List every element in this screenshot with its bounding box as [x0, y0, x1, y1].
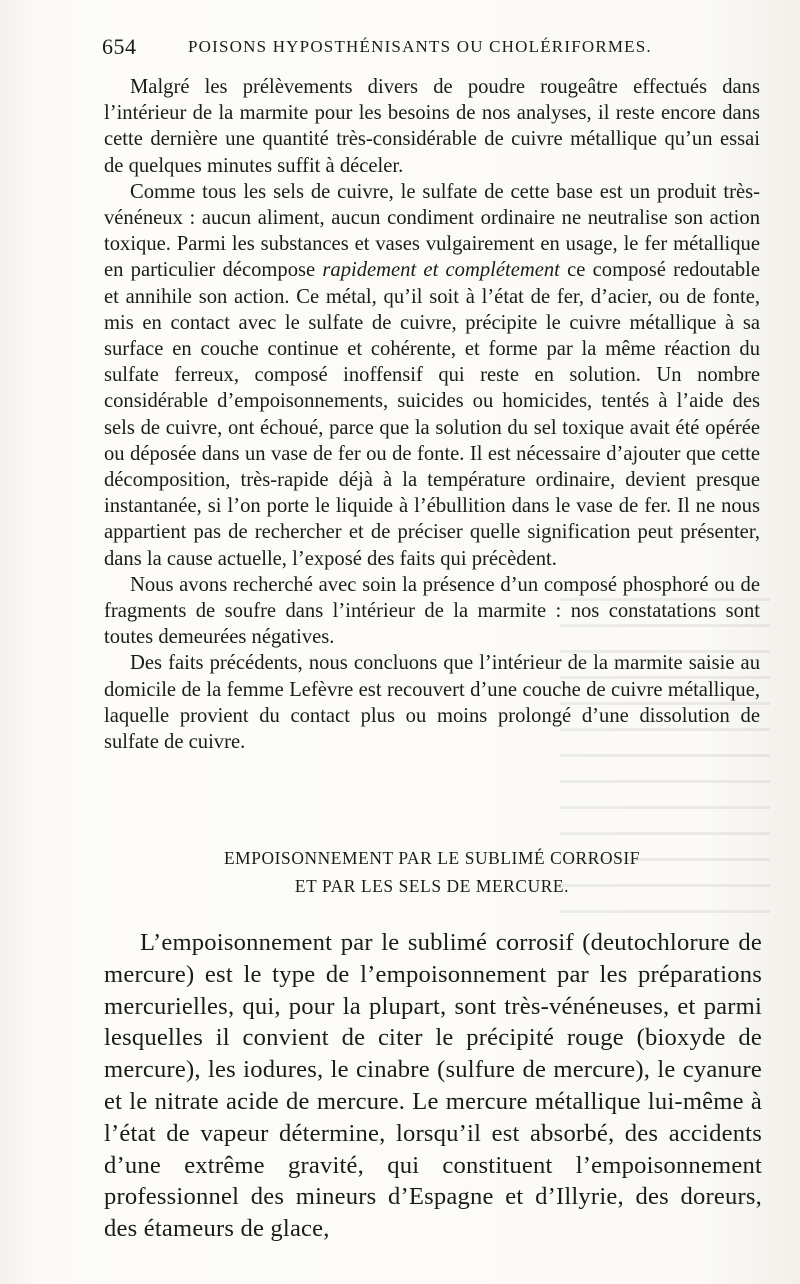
body-text — [104, 74, 760, 755]
paragraph-2-italic: rapidement et complétement — [322, 259, 560, 282]
paragraph-2 — [104, 179, 760, 572]
section-body — [104, 927, 762, 1245]
paragraph-2-text: Comme tous les sels de cuivre, le sulfate de cette base est un produit très-vénéneux : aucun aliment, aucun condiment ordinaire ne neutralise son action toxique. Parmi les substances et vases vulgairement en usage, le fer métallique en particulier décompose — [104, 180, 760, 282]
paragraph-1: Malgré les prélèvements divers de poudre rougeâtre effectués dans l’intérieur de la marmite pour les besoins de nos analyses, il reste encore dans cette dernière une quantité très-considérable de cuivre métallique qu’un essai de quelques minutes suffit à déceler. — [104, 76, 760, 177]
paragraph-2-text-cont: ce composé redoutable et annihile son action. Ce métal, qu’il soit à l’état de fer, d’acier, ou de fonte, mis en contact avec le sulfate de cuivre, précipite le cuivre métallique à sa surface en couche continue et cohérente, et forme par la même réaction du sulfate ferreux, composé inoffensif qui reste en solution. Un nombre considérable d’empoisonnements, suicides ou homicides, tentés à l’aide des sels de cuivre, ont échoué, parce que la solution du sel toxique avait été opérée ou déposée dans un vase de fer ou de fonte. Il est nécessaire d’ajouter que cette décomposition, très-rapide déjà à la température ordinaire, devient presque instantanée, si l’on porte le liquide à l’ébullition dans le vase de fer. Il ne nous appartient pas de rechercher et de préciser quelle signification peut présenter, dans la cause actuelle, l’exposé des faits qui précèdent. — [104, 259, 760, 570]
paragraph-3: Nous avons recherché avec soin la présence d’un composé phosphoré ou de fragments de soufre dans l’intérieur de la marmite : nos constatations sont toutes demeurées négatives. — [104, 573, 760, 649]
paragraph-4: Des faits précédents, nous concluons que l’intérieur de la marmite saisie au domicile de la femme Lefèvre est recouvert d’une couche de cuivre métallique, laquelle provient du contact plus ou moins prolongé d’une dissolution de sulfate de cuivre. — [104, 652, 760, 754]
section-paragraph: L’empoisonnement par le sublimé corrosif (deutochlorure de mercure) est le type de l’empoisonnement par les préparations mercurielles, qui, pour la plupart, sont très-vénéneuses, et parmi lesquelles il convient de citer le précipité rouge (bioxyde de mercure), les iodures, le cinabre (sulfure de mercure), le cyanure et le nitrate acide de mercure. Le mercure métallique lui-même à l’état de vapeur détermine, lorsqu’il est absorbé, des accidents d’une extrême gravité, qui constituent l’empoisonnement professionnel des mineurs d’Espagne et d’Illyrie, des doreurs, des étameurs de glace, — [104, 929, 762, 1243]
running-title: POISONS HYPOSTHÉNISANTS OU CHOLÉRIFORMES. — [188, 37, 652, 56]
section-heading-line-2: ET PAR LES SELS DE MERCURE. — [294, 876, 570, 896]
section-heading-line-1: EMPOISONNEMENT PAR LE SUBLIMÉ CORROSIF — [223, 848, 641, 868]
page-number: 654 — [102, 34, 137, 59]
page-header — [102, 34, 762, 58]
